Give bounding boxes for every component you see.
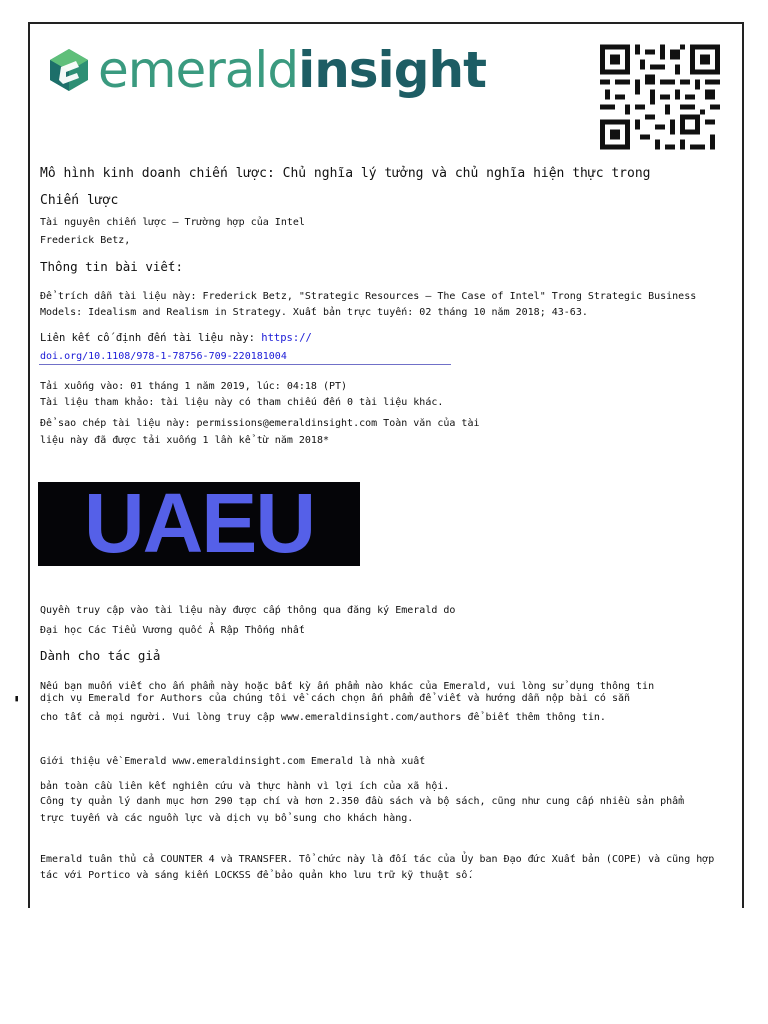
margin-mark: ▮ [14, 694, 20, 704]
permalink-label: Liên kết cố định đến tài liệu này: [40, 332, 262, 344]
page-frame [28, 22, 744, 908]
compliance-line2: tác với Portico và sáng kiến LOCKSS để bảo quản kho lưu trữ kỹ thuật số. [40, 870, 474, 881]
authors-line1: Nếu bạn muốn viết cho ấn phẩm này hoặc bất kỳ ấn phẩm nào khác của Emerald, vui lòng sử dụng thông tin [40, 681, 655, 692]
authors-line2: dịch vụ Emerald for Authors của chúng tôi về cách chọn ấn phẩm để viết và hướng dẫn nộp bài có sẵn [40, 693, 631, 704]
permalink-link-part1[interactable]: https:// [261, 332, 312, 344]
about-line1: Giới thiệu về Emerald www.emeraldinsight.com Emerald là nhà xuất [40, 756, 426, 767]
access-line1: Quyền truy cập vào tài liệu này được cấp thông qua đăng ký Emerald do [40, 605, 456, 616]
citation-line1: Để trích dẫn tài liệu này: Frederick Betz, "Strategic Resources – The Case of Intel" Trong Strategic Business [40, 291, 697, 302]
permalink-row [40, 332, 312, 344]
references-note: Tài liệu tham khảo: tài liệu này có tham chiếu đến 0 tài liệu khác. [40, 397, 444, 408]
logo-text-light: emerald [98, 41, 299, 99]
uaeu-logo-text: UAEU [83, 482, 315, 566]
uaeu-logo-icon [38, 482, 360, 566]
authors-heading: Dành cho tác giả [40, 648, 161, 663]
about-line2: bản toàn cầu liên kết nghiên cứu và thực hành vì lợi ích của xã hội. [40, 781, 450, 792]
author-name: Frederick Betz, [40, 235, 131, 246]
copy-request-line1: Để sao chép tài liệu này: permissions@emeraldinsight.com Toàn văn của tài [40, 418, 480, 429]
about-line4: trực tuyến và các nguồn lực và dịch vụ bổ sung cho khách hàng. [40, 813, 414, 824]
logo-text-bold: insight [298, 41, 486, 99]
copy-request-line2: liệu này đã được tải xuống 1 lần kể từ năm 2018* [40, 435, 329, 446]
downloaded-on: Tải xuống vào: 01 tháng 1 năm 2019, lúc: 04:18 (PT) [40, 381, 348, 392]
access-line2: Đại học Các Tiểu Vương quốc Ả Rập Thống nhất [40, 625, 305, 636]
logo-wordmark [98, 41, 486, 99]
compliance-line1: Emerald tuân thủ cả COUNTER 4 và TRANSFER. Tổ chức này là đối tác của Ủy ban Đạo đức Xuất bản (COPE) và cũng hợp [40, 854, 715, 865]
article-info-heading: Thông tin bài viết: [40, 259, 183, 274]
permalink-underline [39, 364, 451, 365]
chapter-title: Tài nguyên chiến lược – Trường hợp của Intel [40, 217, 305, 228]
article-title-line2: Chiến lược [40, 193, 119, 208]
qr-code-icon [600, 44, 720, 150]
emerald-insight-logo [46, 42, 486, 98]
about-line3: Công ty quản lý danh mục hơn 290 tạp chí và hơn 2.350 đầu sách và bộ sách, cũng như cung cấp nhiều sản phẩm [40, 796, 685, 807]
article-title-line1: Mô hình kinh doanh chiến lược: Chủ nghĩa lý tưởng và chủ nghĩa hiện thực trong [40, 166, 651, 181]
permalink-link-part2[interactable]: doi.org/10.1108/978-1-78756-709-220181004 [40, 351, 287, 362]
emerald-logo-icon [46, 47, 92, 93]
uaeu-banner [38, 482, 360, 566]
authors-line3: cho tất cả mọi người. Vui lòng truy cập www.emeraldinsight.com/authors để biết thêm thông tin. [40, 712, 606, 723]
citation-line2: Models: Idealism and Realism in Strategy. Xuất bản trực tuyến: 02 tháng 10 năm 2018; 43-63. [40, 307, 588, 318]
